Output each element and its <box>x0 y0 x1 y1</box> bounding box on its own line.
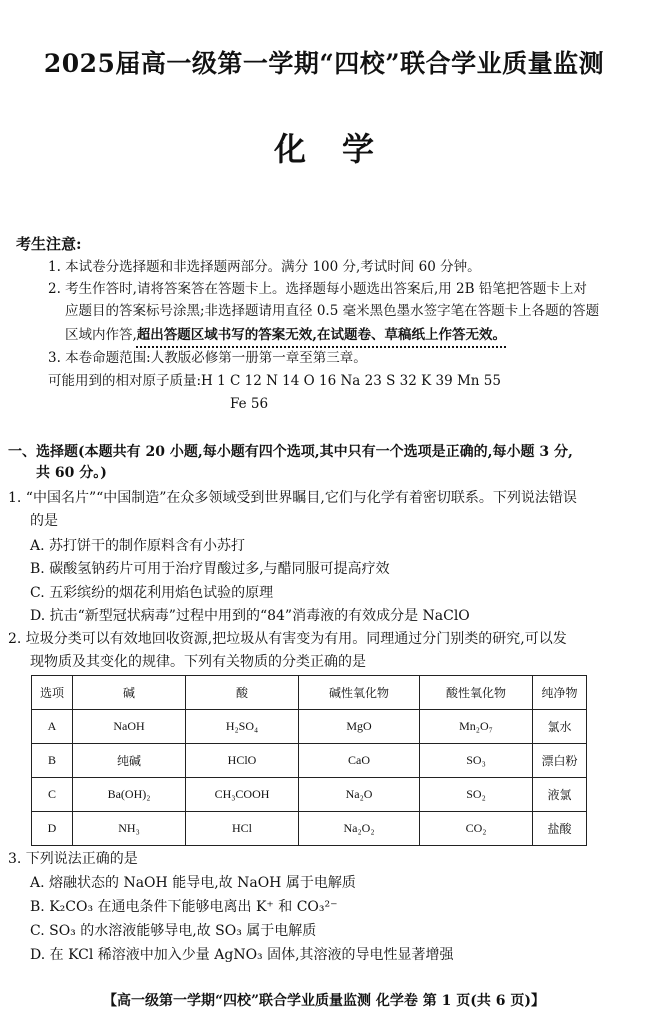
table-cell: HCl <box>186 812 299 846</box>
table-row <box>32 778 587 812</box>
notice-item-1: 1. 本试卷分选择题和非选择题两部分。满分 100 分,考试时间 60 分钟。 <box>48 259 481 275</box>
table-cell: SO₂ <box>420 778 533 812</box>
table-cell: Na₂O <box>299 778 420 812</box>
table-cell: C <box>32 778 73 812</box>
table-header: 酸 <box>186 676 299 710</box>
table-cell: NaOH <box>73 710 186 744</box>
table-cell: H₂SO₄ <box>186 710 299 744</box>
q1-stem-cont: 的是 <box>30 513 58 529</box>
table-cell: 氯水 <box>533 710 587 744</box>
table-header: 选项 <box>32 676 73 710</box>
table-cell: 漂白粉 <box>533 744 587 778</box>
table-cell: NH₃ <box>73 812 186 846</box>
q1-option-d: D. 抗击“新型冠状病毒”过程中用到的“84”消毒液的有效成分是 NaClO <box>30 608 470 624</box>
table-cell: CaO <box>299 744 420 778</box>
notice-item-2-cont: 应题目的答案标号涂黑;非选择题请用直径 0.5 毫米黑色墨水签字笔在答题卡上各题的答题 <box>65 303 600 319</box>
table-row <box>32 812 587 846</box>
table-cell: HClO <box>186 744 299 778</box>
atomic-mass-fe: Fe 56 <box>230 396 269 412</box>
notice-item-2-tail: 区域内作答, <box>65 327 137 343</box>
atomic-mass-line: 可能用到的相对原子质量:H 1 C 12 N 14 O 16 Na 23 S 32 K 39 Mn 55 <box>48 373 501 389</box>
q1-option-b: B. 碳酸氢钠药片可用于治疗胃酸过多,与醋同服可提高疗效 <box>30 561 390 577</box>
exam-title: 2025届高一级第一学期“四校”联合学业质量监测 <box>43 49 605 78</box>
q3-option-d: D. 在 KCl 稀溶液中加入少量 AgNO₃ 固体,其溶液的导电性显著增强 <box>30 947 454 963</box>
table-cell: B <box>32 744 73 778</box>
notice-heading: 考生注意: <box>16 235 82 253</box>
table-cell: CH₃COOH <box>186 778 299 812</box>
notice-item-2-end <box>65 324 506 346</box>
q1-option-c: C. 五彩缤纷的烟花利用焰色试验的原理 <box>30 585 274 601</box>
subject-char-2: 学 <box>342 130 375 168</box>
table-cell: 液氯 <box>533 778 587 812</box>
q2-stem: 2. 垃圾分类可以有效地回收资源,把垃圾从有害变为有用。同理通过分门别类的研究,可以发 <box>8 631 567 647</box>
table-cell: 纯碱 <box>73 744 186 778</box>
table-cell: D <box>32 812 73 846</box>
table-row <box>32 744 587 778</box>
table-cell: SO₃ <box>420 744 533 778</box>
q2-stem-cont: 现物质及其变化的规律。下列有关物质的分类正确的是 <box>30 654 366 670</box>
classification-table <box>31 675 587 846</box>
section1-heading-cont: 共 60 分。) <box>36 465 107 481</box>
q1-stem: 1. “中国名片”“中国制造”在众多领域受到世界瞩目,它们与化学有着密切联系。下列说法错误 <box>8 490 577 506</box>
table-header-row <box>32 676 587 710</box>
table-cell: Mn₂O₇ <box>420 710 533 744</box>
q3-option-a: A. 熔融状态的 NaOH 能导电,故 NaOH 属于电解质 <box>30 875 356 891</box>
page-footer: 【高一级第一学期“四校”联合学业质量监测 化学卷 第 1 页(共 6 页)】 <box>102 993 546 1009</box>
table-header: 纯净物 <box>533 676 587 710</box>
q3-option-b: B. K₂CO₃ 在通电条件下能够电离出 K⁺ 和 CO₃²⁻ <box>30 899 338 915</box>
table-header: 碱性氧化物 <box>299 676 420 710</box>
table-cell: Na₂O₂ <box>299 812 420 846</box>
notice-emphasis: 超出答题区域书写的答案无效,在试题卷、草稿纸上作答无效。 <box>136 327 506 343</box>
table-cell: Ba(OH)₂ <box>73 778 186 812</box>
q3-stem: 3. 下列说法正确的是 <box>8 851 138 867</box>
q3-option-c: C. SO₃ 的水溶液能够导电,故 SO₃ 属于电解质 <box>30 923 317 939</box>
table-cell: A <box>32 710 73 744</box>
subject-char-1: 化 <box>273 130 306 168</box>
section1-heading: 一、选择题(本题共有 20 小题,每小题有四个选项,其中只有一个选项是正确的,每小题 3 分, <box>8 444 573 460</box>
table-cell: CO₂ <box>420 812 533 846</box>
notice-item-3: 3. 本卷命题范围:人教版必修第一册第一章至第三章。 <box>48 350 367 366</box>
table-cell: MgO <box>299 710 420 744</box>
notice-item-2: 2. 考生作答时,请将答案答在答题卡上。选择题每小题选出答案后,用 2B 铅笔把答题卡上对 <box>48 281 587 297</box>
q1-option-a: A. 苏打饼干的制作原料含有小苏打 <box>30 538 246 554</box>
table-row <box>32 710 587 744</box>
subject-title <box>0 124 648 170</box>
table-cell: 盐酸 <box>533 812 587 846</box>
table-header: 碱 <box>73 676 186 710</box>
table-header: 酸性氧化物 <box>420 676 533 710</box>
